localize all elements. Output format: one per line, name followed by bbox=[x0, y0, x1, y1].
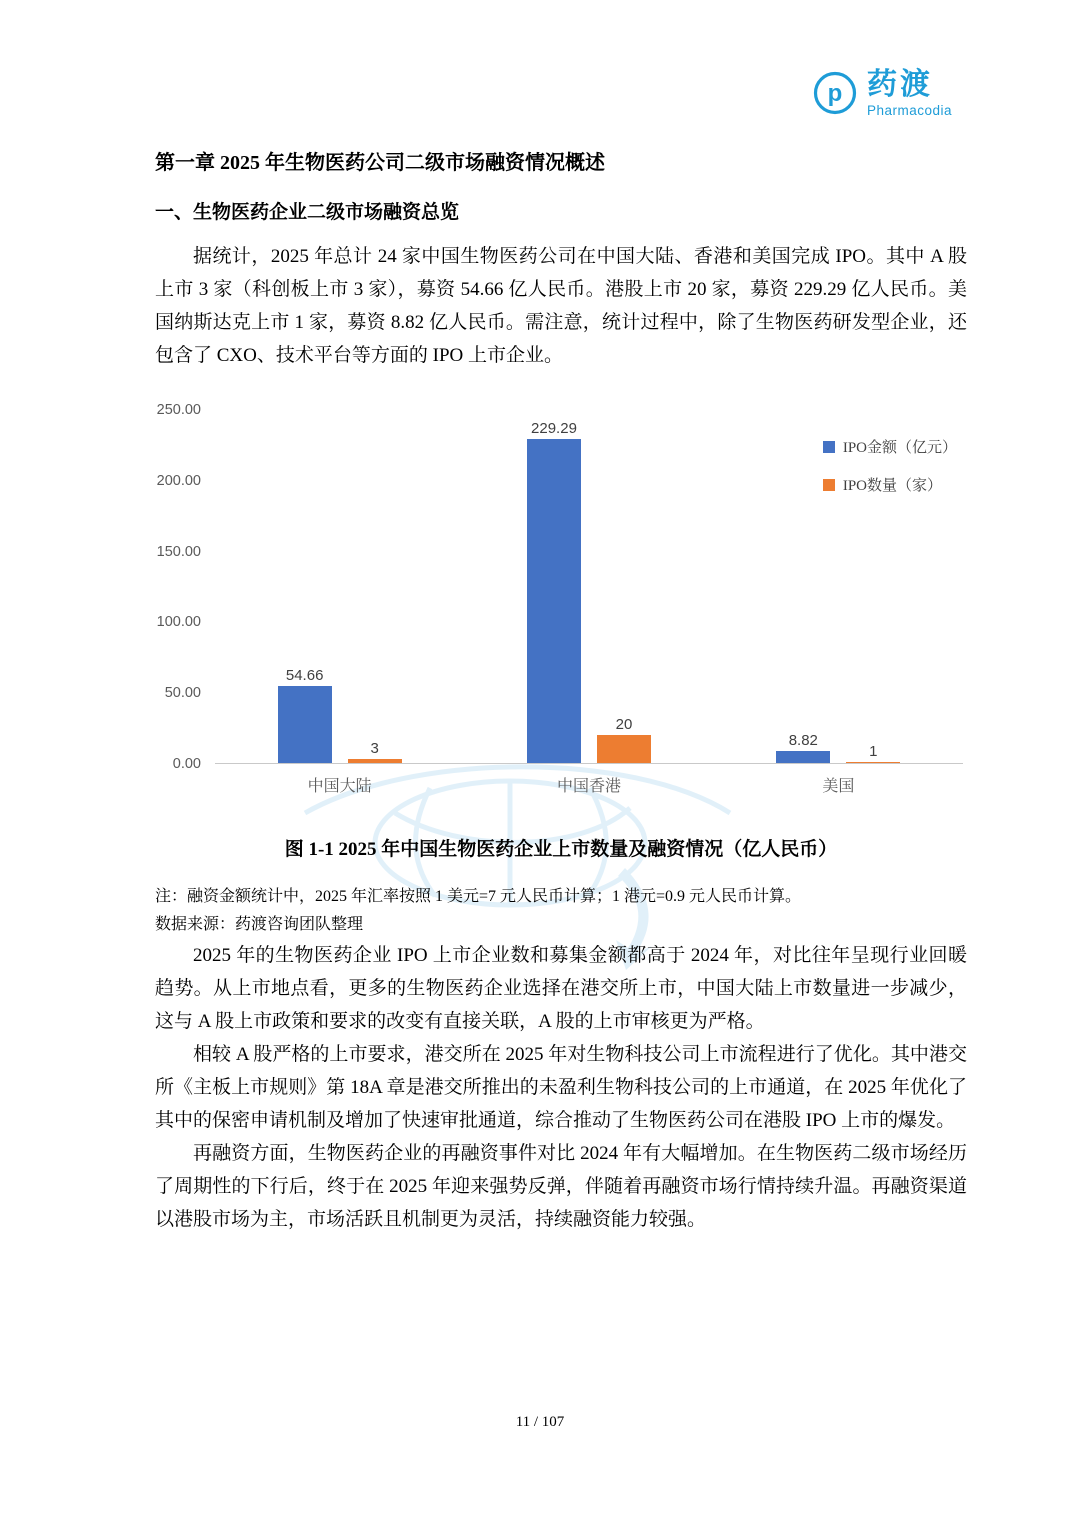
bar-value-label: 229.29 bbox=[531, 420, 577, 438]
y-tick-label: 0.00 bbox=[172, 756, 201, 772]
legend-item bbox=[823, 474, 957, 495]
chapter-title: 第一章 2025 年生物医药公司二级市场融资情况概述 bbox=[155, 152, 605, 174]
bar-group bbox=[464, 410, 713, 763]
figure-notes bbox=[155, 883, 967, 939]
ipo-bar-chart bbox=[155, 400, 967, 796]
bar-value-label: 1 bbox=[869, 742, 878, 760]
legend-item bbox=[823, 436, 957, 457]
page-number: 11 / 107 bbox=[515, 1414, 565, 1430]
bar bbox=[846, 762, 900, 763]
bar bbox=[278, 686, 332, 763]
bar-group bbox=[215, 410, 464, 763]
chart-category-axis bbox=[215, 765, 963, 796]
svg-text:p: p bbox=[827, 80, 843, 107]
y-tick-label: 50.00 bbox=[164, 685, 201, 702]
y-tick-label: 150.00 bbox=[156, 543, 201, 560]
category-label: 美国 bbox=[822, 778, 855, 795]
figure-note-source: 数据来源：药渡咨询团队整理 bbox=[155, 916, 364, 933]
section-title: 一、生物医药企业二级市场融资总览 bbox=[155, 202, 460, 223]
paragraph-2: 2025 年的生物医药企业 IPO 上市企业数和募集金额都高于 2024 年，对比往年呈现行业回暖趋势。从上市地点看，更多的生物医药企业选择在港交所上市，中国大陆上市数量进一步减少，这与 A 股上市政策和要求的改变有直接关联，A 股的上市审核更为严格。 bbox=[155, 945, 967, 1032]
paragraph-4: 再融资方面，生物医药企业的再融资事件对比 2024 年有大幅增加。在生物医药二级市场经历了周期性的下行后，终于在 2025 年迎来强势反弹，伴随着再融资市场行情持续升温。再融资渠道以港股市场为主，市场活跃且机制更为灵活，持续融资能力较强。 bbox=[155, 1143, 967, 1230]
legend-swatch bbox=[823, 441, 835, 453]
bar-wrapper bbox=[597, 410, 651, 763]
bar-wrapper bbox=[348, 410, 402, 763]
legend-label: IPO数量（家） bbox=[842, 478, 942, 494]
figure-note-exchange-rate: 注：融资金额统计中，2025 年汇率按照 1 美元=7 元人民币计算；1 港元=0.9 元人民币计算。 bbox=[155, 888, 802, 905]
category-label: 中国香港 bbox=[556, 778, 621, 795]
bar-value-label: 20 bbox=[615, 715, 633, 733]
paragraph-3: 相较 A 股严格的上市要求，港交所在 2025 年对生物科技公司上市流程进行了优化。其中港交所《主板上市规则》第 18A 章是港交所推出的未盈利生物科技公司的上市通道，在 2025 年优化了其中的保密申请机制及增加了快速审批通道，综合推动了生物医药公司在港股 IPO 上市的爆发。 bbox=[155, 1044, 967, 1131]
bar bbox=[597, 735, 651, 763]
category-label: 中国大陆 bbox=[307, 778, 372, 795]
bar-wrapper bbox=[527, 410, 581, 763]
document-body bbox=[155, 0, 967, 1236]
chart-y-axis bbox=[155, 402, 205, 772]
bar-value-label: 54.66 bbox=[285, 666, 324, 684]
paragraph-1: 据统计，2025 年总计 24 家中国生物医药公司在中国大陆、香港和美国完成 IPO。其中 A 股上市 3 家（科创板上市 3 家），募资 54.66 亿人民币。港股上市 20 家，募资 229.29 亿人民币。美国纳斯达克上市 1 家，募资 8.82 亿人民币。需注意，统计过程中，除了生物医药研发型企业，还包含了 CXO、技术平台等方面的 IPO 上市企业。 bbox=[155, 246, 967, 366]
chart-legend bbox=[823, 436, 957, 495]
brand-name: 药渡 bbox=[867, 68, 933, 101]
bar-value-label: 8.82 bbox=[788, 731, 818, 749]
y-tick-label: 200.00 bbox=[156, 472, 201, 489]
figure-caption: 图 1-1 2025 年中国生物医药企业上市数量及融资情况（亿人民币） bbox=[284, 839, 838, 860]
bar-value-label: 3 bbox=[370, 739, 379, 757]
bar-wrapper bbox=[278, 410, 332, 763]
bar bbox=[348, 759, 402, 763]
brand-subname: Pharmacodia bbox=[867, 103, 953, 118]
y-tick-label: 250.00 bbox=[156, 402, 201, 418]
legend-label: IPO金额（亿元） bbox=[842, 440, 957, 456]
legend-swatch bbox=[823, 479, 835, 491]
y-tick-label: 100.00 bbox=[156, 614, 201, 631]
bar bbox=[776, 751, 830, 763]
bar bbox=[527, 439, 581, 763]
